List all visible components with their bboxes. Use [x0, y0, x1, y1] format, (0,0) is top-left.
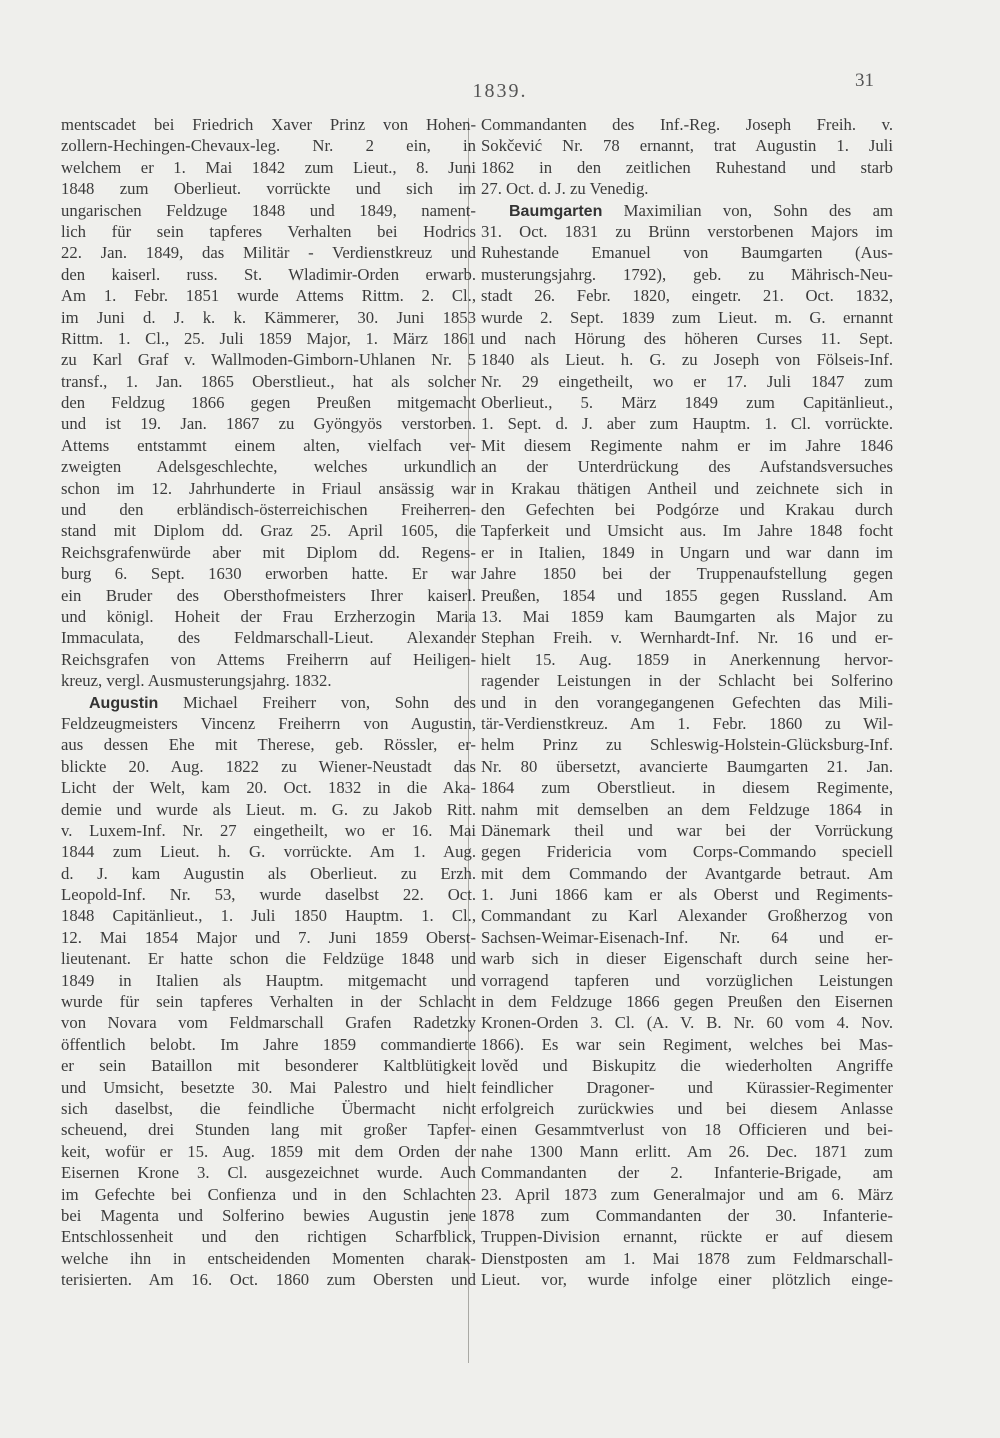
- text-line: aus dessen Ehe mit Therese, geb. Rössler, er-: [61, 735, 476, 755]
- text-line: scheuend, drei Stunden lang mit großer Tapfer-: [61, 1120, 476, 1140]
- text-line: lověd und Biskupitz die wiederholten Angriffe: [481, 1056, 893, 1076]
- text-line: Immaculata, des Feldmarschall-Lieut. Alexander: [61, 628, 476, 648]
- text-line: Preußen, 1854 und 1855 gegen Russland. Am: [481, 585, 893, 605]
- text-line: im Juni d. J. k. k. Kämmerer, 30. Juni 1853: [61, 307, 476, 327]
- text-line: in Krakau thätigen Antheil und zeichnete sich in: [481, 478, 893, 498]
- text-line: Tapferkeit und Umsicht aus. Im Jahre 1848 focht: [481, 521, 893, 541]
- text-line: Nr. 29 eingetheilt, wo er 17. Juli 1847 zum: [481, 371, 893, 391]
- text-line: er in Italien, 1849 in Ungarn und war dann im: [481, 542, 893, 562]
- text-line: musterungsjahrg. 1792), geb. zu Mährisch-Neu-: [481, 264, 893, 284]
- text-line: 1848 Capitänlieut., 1. Juli 1850 Hauptm. 1. Cl.,: [61, 906, 476, 926]
- text-line: und ist 19. Jan. 1867 zu Gyöngyös verstorben.: [61, 414, 476, 434]
- text-line: terisierten. Am 16. Oct. 1860 zum Obersten und: [61, 1270, 476, 1290]
- text-line: 23. April 1873 zum Generalmajor und am 6. März: [481, 1184, 893, 1204]
- text-line: Am 1. Febr. 1851 wurde Attems Rittm. 2. Cl.,: [61, 286, 476, 306]
- text-line: Dänemark theil und war bei der Vorrückung: [481, 820, 893, 840]
- text-line: 1844 zum Lieut. h. G. vorrückte. Am 1. Aug.: [61, 842, 476, 862]
- text-line: Commandanten des Inf.-Reg. Joseph Freih. v.: [481, 115, 893, 134]
- text-line: er sein Bataillon mit besonderer Kaltblütigkeit: [61, 1056, 476, 1076]
- text-line: Entschlossenheit und den richtigen Scharfblick,: [61, 1227, 476, 1247]
- text-line: Leopold-Inf. Nr. 53, wurde daselbst 22. Oct.: [61, 885, 476, 905]
- text-line: Eisernen Krone 3. Cl. ausgezeichnet wurde. Auch: [61, 1163, 476, 1183]
- text-line: sich daselbst, die feindliche Übermacht nicht: [61, 1098, 476, 1118]
- text-line: in dem Feldzuge 1866 gegen Preußen den Eisernen: [481, 992, 893, 1012]
- entry-baumgarten: [481, 200, 893, 1291]
- text-line: 1878 zum Commandanten der 30. Infanterie-: [481, 1205, 893, 1225]
- text-line: den kaiserl. russ. St. Wladimir-Orden erwarb.: [61, 264, 476, 284]
- entry-name: Baumgarten: [509, 202, 603, 220]
- text-line: einen Gesammtverlust von 18 Officieren und bei-: [481, 1120, 893, 1140]
- text-line: mentscadet bei Friedrich Xaver Prinz von Hohen-: [61, 115, 476, 134]
- text-line: Attems entstammt einem alten, vielfach ver-: [61, 435, 476, 455]
- text-line: Ruhestande Emanuel von Baumgarten (Aus-: [481, 243, 893, 263]
- text-line: tär-Verdienstkreuz. Am 1. Febr. 1860 zu Wil-: [481, 713, 893, 733]
- text-line: Reichsgrafen von Attems Freiherrn auf Heiligen-: [61, 649, 476, 669]
- text-line: 1866). Es war sein Regiment, welches bei Mas-: [481, 1034, 893, 1054]
- text-line: Commandant zu Karl Alexander Großherzog von: [481, 906, 893, 926]
- text-line: und den erbländisch-österreichischen Freiherren-: [61, 500, 476, 520]
- text-line: nahe 1300 Mann erlitt. Am 26. Dec. 1871 zum: [481, 1141, 893, 1161]
- text-line: Stephan Freih. v. Wernhardt-Inf. Nr. 16 und er-: [481, 628, 893, 648]
- text-line: 1. Juni 1866 kam er als Oberst und Regiments-: [481, 885, 893, 905]
- text-line: 27. Oct. d. J. zu Venedig.: [481, 179, 649, 199]
- text-line: Reichsgrafenwürde aber mit Diplom dd. Regens-: [61, 542, 476, 562]
- left-column: [61, 114, 476, 1290]
- text-line: 1840 als Lieut. h. G. zu Joseph von Fölseis-Inf.: [481, 350, 893, 370]
- text-line: demie und wurde als Lieut. m. G. zu Jakob Ritt.: [61, 799, 476, 819]
- text-line: warb sich in dieser Eigenschaft durch seine her-: [481, 949, 893, 969]
- page-number: 31: [855, 70, 874, 91]
- text-line: 22. Jan. 1849, das Militär - Verdienstkreuz und: [61, 243, 476, 263]
- text-line: nahm mit demselben an dem Feldzuge 1864 in: [481, 799, 893, 819]
- text-line: und nach Hörung des höheren Curses 11. Sept.: [481, 328, 893, 348]
- text-line: zollern-Hechingen-Chevaux-leg. Nr. 2 ein, in: [61, 136, 476, 156]
- header-year: 1839.: [472, 80, 528, 102]
- text-line: wurde für sein tapferes Verhalten in der Schlacht: [61, 992, 476, 1012]
- running-head: [0, 70, 1000, 110]
- text-line: Mit diesem Regimente nahm er im Jahre 1846: [481, 435, 893, 455]
- text-line: erfolgreich zurückwies und bei diesem Anlasse: [481, 1098, 893, 1118]
- text-line: Rittm. 1. Cl., 25. Juli 1859 Major, 1. März 1861: [61, 328, 476, 348]
- text-line: v. Luxem-Inf. Nr. 27 eingetheilt, wo er 16. Mai: [61, 820, 476, 840]
- text-line: öffentlich belobt. Im Jahre 1859 commandierte: [61, 1034, 476, 1054]
- entry-name: Augustin: [89, 694, 159, 712]
- text-line: stadt 26. Febr. 1820, eingetr. 21. Oct. 1832,: [481, 286, 893, 306]
- text-line: schon im 12. Jahrhunderte in Friaul ansässig war: [61, 478, 476, 498]
- text-line: kreuz, vergl. Ausmusterungsjahrg. 1832.: [61, 671, 332, 691]
- entry-heading-line: [481, 200, 893, 221]
- text-line: Jahre 1850 bei der Truppenaufstellung gegen: [481, 564, 893, 584]
- text-line: Dienstposten am 1. Mai 1878 zum Feldmarschall-: [481, 1248, 893, 1268]
- right-column: [481, 114, 893, 1290]
- entry-heading-text: Michael Freiherr von, Sohn des: [158, 692, 476, 712]
- text-line: Nr. 80 übersetzt, avancierte Baumgarten 21. Jan.: [481, 756, 893, 776]
- entry-augustin: [61, 692, 476, 1291]
- text-line: 1862 in den zeitlichen Ruhestand und starb: [481, 157, 893, 177]
- text-line: Truppen-Division ernannt, rückte er auf diesem: [481, 1227, 893, 1247]
- text-line: zweigten Adelsgeschlechte, welches urkundlich: [61, 457, 476, 477]
- text-line: zu Karl Graf v. Wallmoden-Gimborn-Uhlanen Nr. 5: [61, 350, 476, 370]
- text-line: Licht der Welt, kam 20. Oct. 1832 in die Aka-: [61, 778, 476, 798]
- text-line: Feldzeugmeisters Vincenz Freiherrn von Augustin,: [61, 713, 476, 733]
- text-line: Kronen-Orden 3. Cl. (A. V. B. Nr. 60 vom 4. Nov.: [481, 1013, 893, 1033]
- text-line: keit, wofür er 15. Aug. 1859 mit dem Orden der: [61, 1141, 476, 1161]
- text-line: helm Prinz zu Schleswig-Holstein-Glücksburg-Inf.: [481, 735, 893, 755]
- text-line: 1848 zum Oberlieut. vorrückte und sich im: [61, 179, 476, 199]
- text-line: und königl. Hoheit der Frau Erzherzogin Maria: [61, 606, 476, 626]
- text-line: gegen Fridericia vom Corps-Commando speciell: [481, 842, 893, 862]
- entry-heading-line: [61, 692, 476, 713]
- text-line: vorragend tapferen und vorzüglichen Leistungen: [481, 970, 893, 990]
- text-line: 1849 in Italien als Hauptm. mitgemacht und: [61, 970, 476, 990]
- text-line: transf., 1. Jan. 1865 Oberstlieut., hat als solcher: [61, 371, 476, 391]
- text-line: 1864 zum Oberstlieut. in diesem Regimente,: [481, 778, 893, 798]
- entry-heading-text: Maximilian von, Sohn des am: [602, 200, 893, 220]
- text-line: Oberlieut., 5. März 1849 zum Capitänlieut.,: [481, 393, 893, 413]
- text-line: von Novara vom Feldmarschall Grafen Radetzky: [61, 1013, 476, 1033]
- text-line: feindlicher Dragoner- und Kürassier-Regimenter: [481, 1077, 893, 1097]
- text-line: Sokčević Nr. 78 ernannt, trat Augustin 1. Juli: [481, 136, 893, 156]
- text-line: stand mit Diplom dd. Graz 25. April 1605, die: [61, 521, 476, 541]
- text-line: Sachsen-Weimar-Eisenach-Inf. Nr. 64 und er-: [481, 927, 893, 947]
- text-line: Lieut. vor, wurde infolge einer plötzlich einge-: [481, 1270, 893, 1290]
- text-line: und Umsicht, besetzte 30. Mai Palestro und hielt: [61, 1077, 476, 1097]
- text-line: d. J. kam Augustin als Oberlieut. zu Erzh.: [61, 863, 476, 883]
- text-line: im Gefechte bei Confienza und in den Schlachten: [61, 1184, 476, 1204]
- text-line: 13. Mai 1859 kam Baumgarten als Major zu: [481, 606, 893, 626]
- entry-continuation-attems: [61, 114, 476, 692]
- text-line: bei Magenta und Solferino bewies Augustin jene: [61, 1205, 476, 1225]
- text-line: an der Unterdrückung des Aufstandsversuches: [481, 457, 893, 477]
- text-line: blickte 20. Aug. 1822 zu Wiener-Neustadt das: [61, 756, 476, 776]
- text-line: und in den vorangegangenen Gefechten das Mili-: [481, 692, 893, 712]
- text-line: Commandanten der 2. Infanterie-Brigade, am: [481, 1163, 893, 1183]
- text-line: ragender Leistungen in der Schlacht bei Solferino: [481, 671, 893, 691]
- text-line: welche ihn in entscheidenden Momenten charak-: [61, 1248, 476, 1268]
- text-line: hielt 15. Aug. 1859 in Anerkennung hervor-: [481, 649, 893, 669]
- text-line: mit dem Commando der Avantgarde betraut. Am: [481, 863, 893, 883]
- text-line: 12. Mai 1854 Major und 7. Juni 1859 Oberst-: [61, 927, 476, 947]
- text-line: 1. Sept. d. J. aber zum Hauptm. 1. Cl. vorrückte.: [481, 414, 893, 434]
- text-line: den Feldzug 1866 gegen Preußen mitgemacht: [61, 393, 476, 413]
- entry-continuation-augustin: [481, 114, 893, 200]
- text-line: lieutenant. Er hatte schon die Feldzüge 1848 und: [61, 949, 476, 969]
- text-line: wurde 2. Sept. 1839 zum Lieut. m. G. ernannt: [481, 307, 893, 327]
- text-line: burg 6. Sept. 1630 erworben hatte. Er war: [61, 564, 476, 584]
- text-line: lich für sein tapferes Verhalten bei Hodrics: [61, 221, 476, 241]
- text-line: 31. Oct. 1831 zu Brünn verstorbenen Majors im: [481, 221, 893, 241]
- text-line: den Gefechten bei Podgórze und Krakau durch: [481, 500, 893, 520]
- text-line: welchem er 1. Mai 1842 zum Lieut., 8. Juni: [61, 157, 476, 177]
- text-line: ein Bruder des Obersthofmeisters Ihrer kaiserl.: [61, 585, 476, 605]
- text-line: ungarischen Feldzuge 1848 und 1849, nament-: [61, 200, 476, 220]
